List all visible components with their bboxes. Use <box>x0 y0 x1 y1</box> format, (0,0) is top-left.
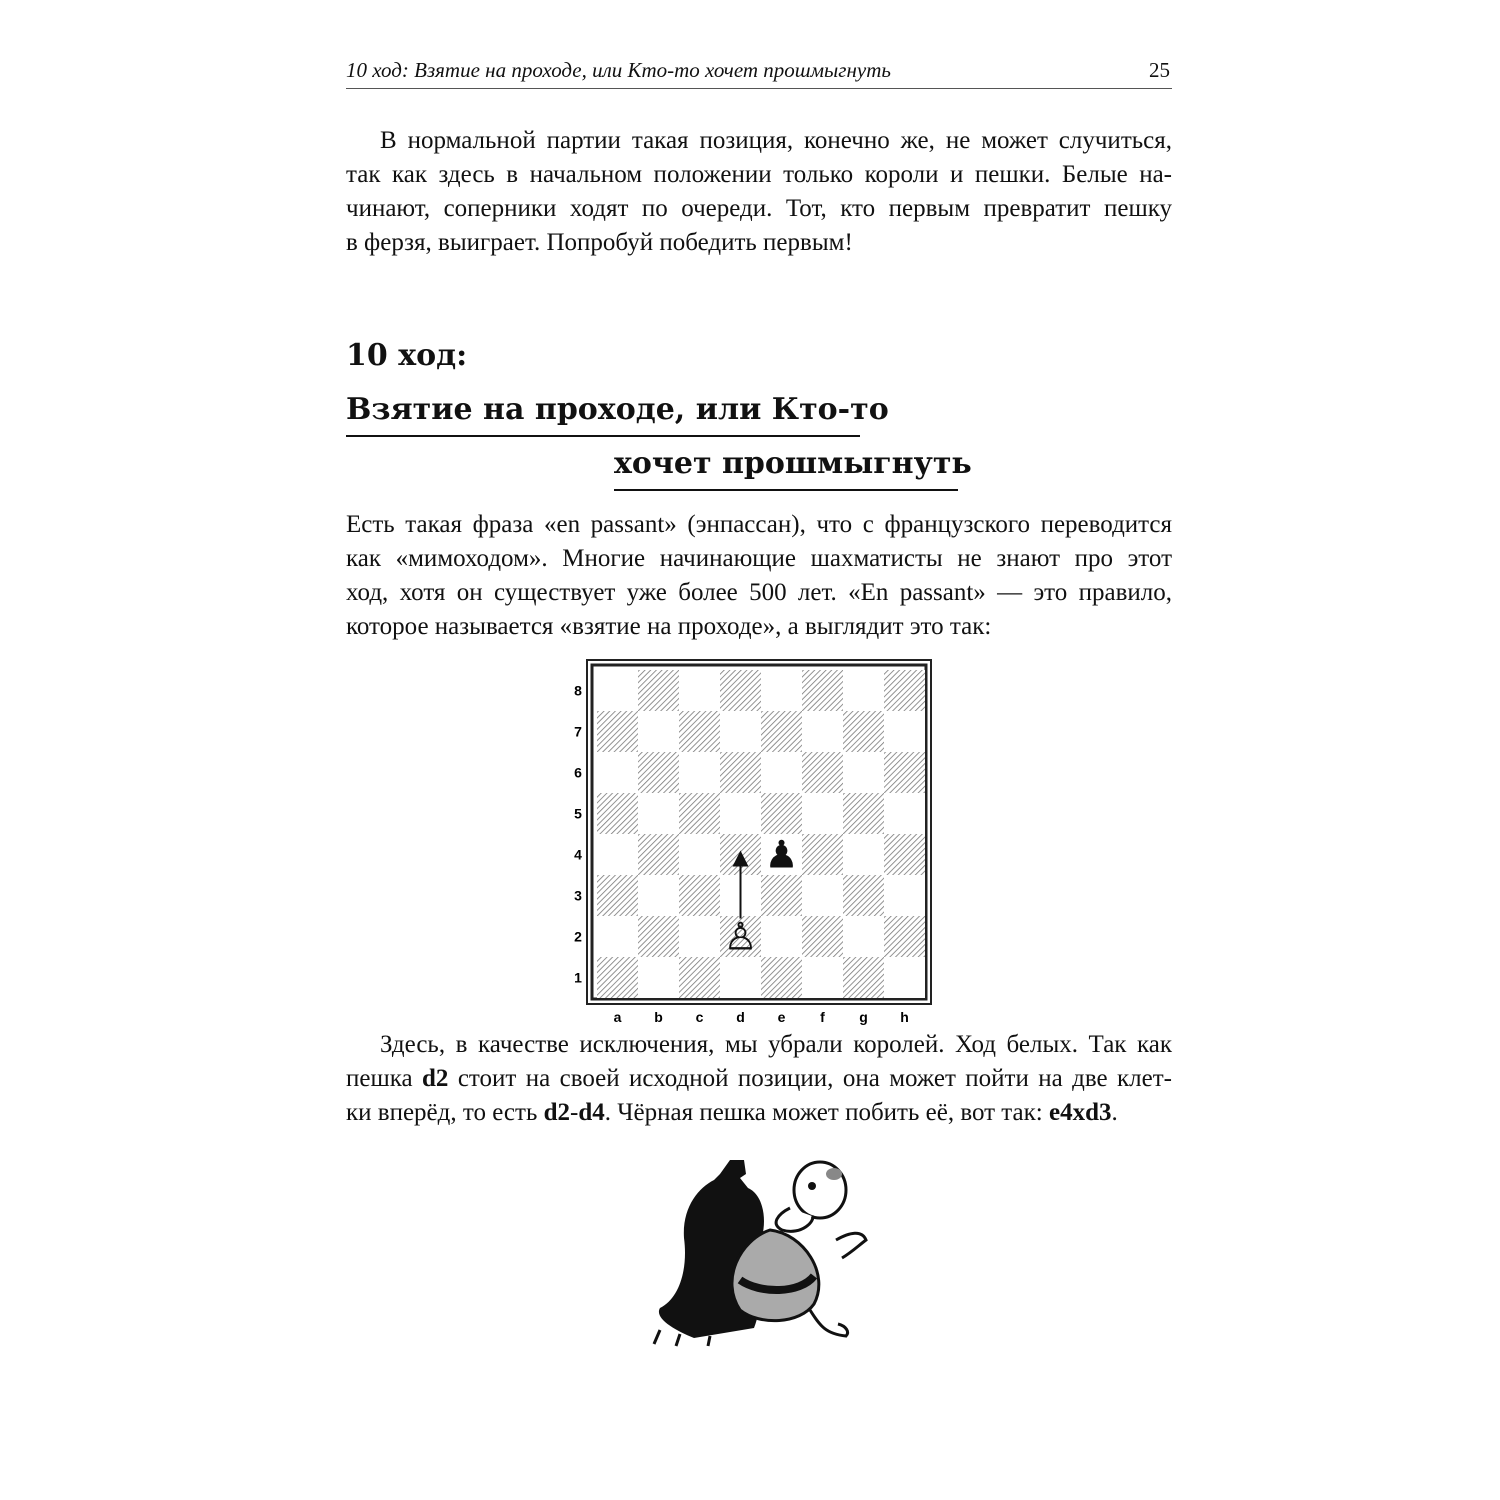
text-line: как «мимоходом». Многие начинающие шахматисты не знают про этот <box>346 545 1172 572</box>
board-square <box>597 957 638 998</box>
board-square <box>843 752 884 793</box>
text-line: В нормальной партии такая позиция, конечно же, не может случиться, <box>380 127 1172 154</box>
board-square <box>843 670 884 711</box>
move-notation: d4 <box>578 1099 605 1126</box>
board-square <box>761 670 802 711</box>
board-square <box>843 916 884 957</box>
board-square <box>638 711 679 752</box>
rank-label: 7 <box>574 723 582 740</box>
text-line: Есть такая фраза «en passant» (энпассан), что с французского переводится <box>346 511 1172 538</box>
board-square <box>843 957 884 998</box>
text-run: . <box>1111 1099 1118 1126</box>
board-square <box>843 711 884 752</box>
board-square <box>843 793 884 834</box>
file-label: f <box>820 1009 825 1025</box>
text-line: которое называется «взятие на проходе», а выглядит это так: <box>346 613 992 640</box>
text-run: ки вперёд, то есть <box>346 1099 544 1126</box>
running-head-title: 10 ход: Взятие на проходе, или Кто-то хочет прошмыгнуть <box>346 58 891 82</box>
board-square <box>761 916 802 957</box>
board-square <box>802 957 843 998</box>
board-square <box>802 916 843 957</box>
text-line: так как здесь в начальном положении только короли и пешки. Белые на- <box>346 161 1172 188</box>
board-square <box>802 834 843 875</box>
board-square <box>884 834 925 875</box>
black-pawn-icon: ♟ <box>764 832 799 877</box>
white-pawn-foot <box>810 1310 848 1336</box>
board-square <box>597 916 638 957</box>
board-square <box>843 875 884 916</box>
text-line <box>346 1062 1172 1096</box>
text-run: пешка <box>346 1065 422 1092</box>
board-square <box>679 670 720 711</box>
white-pawn-knob <box>826 1168 842 1180</box>
board-square <box>638 752 679 793</box>
board-square <box>720 752 761 793</box>
intro-paragraph <box>346 124 1172 260</box>
rank-label: 4 <box>574 846 582 863</box>
rank-label: 3 <box>574 887 582 904</box>
board-square <box>884 752 925 793</box>
board-square <box>597 670 638 711</box>
board-square <box>761 875 802 916</box>
text-run: - <box>570 1099 579 1126</box>
running-head <box>346 52 1172 89</box>
board-square <box>843 834 884 875</box>
file-label: b <box>654 1009 663 1025</box>
text-line: чинают, соперники ходят по очереди. Тот, кто первым превратит пешку <box>346 195 1172 222</box>
board-square <box>638 957 679 998</box>
chess-board <box>566 658 936 1028</box>
file-label: c <box>695 1009 704 1025</box>
file-label: h <box>900 1009 909 1025</box>
board-square <box>720 957 761 998</box>
board-square <box>761 957 802 998</box>
board-square <box>884 957 925 998</box>
cartoon-drawing <box>640 1150 880 1350</box>
board-square <box>720 670 761 711</box>
rank-label: 8 <box>574 682 582 699</box>
board-square <box>597 793 638 834</box>
board-square <box>720 711 761 752</box>
file-label: e <box>777 1009 786 1025</box>
board-square <box>638 916 679 957</box>
text-line: в ферзя, выиграет. Попробуй победить первым! <box>346 229 853 256</box>
page-number: 25 <box>1149 58 1170 82</box>
chapter-heading-line1: Взятие на проходе, или Кто-то <box>346 392 860 437</box>
file-label: a <box>613 1009 622 1025</box>
board-square <box>761 711 802 752</box>
board-square <box>638 834 679 875</box>
file-label: d <box>736 1009 745 1025</box>
move-notation: e4xd3 <box>1048 1099 1112 1126</box>
board-square <box>802 752 843 793</box>
rank-label: 1 <box>574 969 582 986</box>
board-square <box>761 793 802 834</box>
body-paragraph <box>346 508 1172 644</box>
chapter-heading-move: 10 ход: <box>346 338 468 373</box>
cartoon-pawns-illustration <box>640 1150 880 1350</box>
text-run: стоит на своей исходной позиции, она может пойти на две клет- <box>448 1065 1172 1092</box>
board-square <box>638 793 679 834</box>
board-square <box>679 752 720 793</box>
move-notation: d2 <box>422 1065 449 1092</box>
board-square <box>884 670 925 711</box>
text-line: Здесь, в качестве исключения, мы убрали королей. Ход белых. Так как <box>380 1031 1172 1058</box>
board-square <box>884 711 925 752</box>
rank-label: 2 <box>574 928 582 945</box>
board-square <box>597 834 638 875</box>
board-square <box>679 793 720 834</box>
board-square <box>638 670 679 711</box>
text-line <box>346 1096 1172 1130</box>
board-square <box>720 793 761 834</box>
board-square <box>802 670 843 711</box>
chess-diagram <box>566 658 936 1028</box>
board-square <box>597 711 638 752</box>
board-square <box>679 711 720 752</box>
text-line: ход, хотя он существует уже более 500 лет. «En passant» — это правило, <box>346 579 1172 606</box>
board-square <box>761 752 802 793</box>
white-pawn-eye <box>808 1182 816 1190</box>
board-square <box>679 916 720 957</box>
chapter-heading-line2: хочет прошмыгнуть <box>614 446 958 491</box>
board-square <box>802 793 843 834</box>
board-square <box>884 875 925 916</box>
board-square <box>802 711 843 752</box>
board-square <box>679 834 720 875</box>
board-square <box>884 916 925 957</box>
move-notation: d2 <box>543 1099 571 1126</box>
board-square <box>597 875 638 916</box>
board-square <box>679 957 720 998</box>
explanation-paragraph <box>346 1028 1172 1130</box>
board-square <box>597 752 638 793</box>
board-square <box>638 875 679 916</box>
file-label: g <box>859 1009 868 1025</box>
white-pawn-hand <box>836 1233 866 1258</box>
rank-label: 6 <box>574 764 582 781</box>
board-square <box>802 875 843 916</box>
text-run: . Чёрная пешка может побить её, вот так: <box>604 1099 1049 1126</box>
rank-label: 5 <box>574 805 582 822</box>
white-pawn-icon: ♙ <box>723 914 758 959</box>
board-square <box>679 875 720 916</box>
board-square <box>884 793 925 834</box>
